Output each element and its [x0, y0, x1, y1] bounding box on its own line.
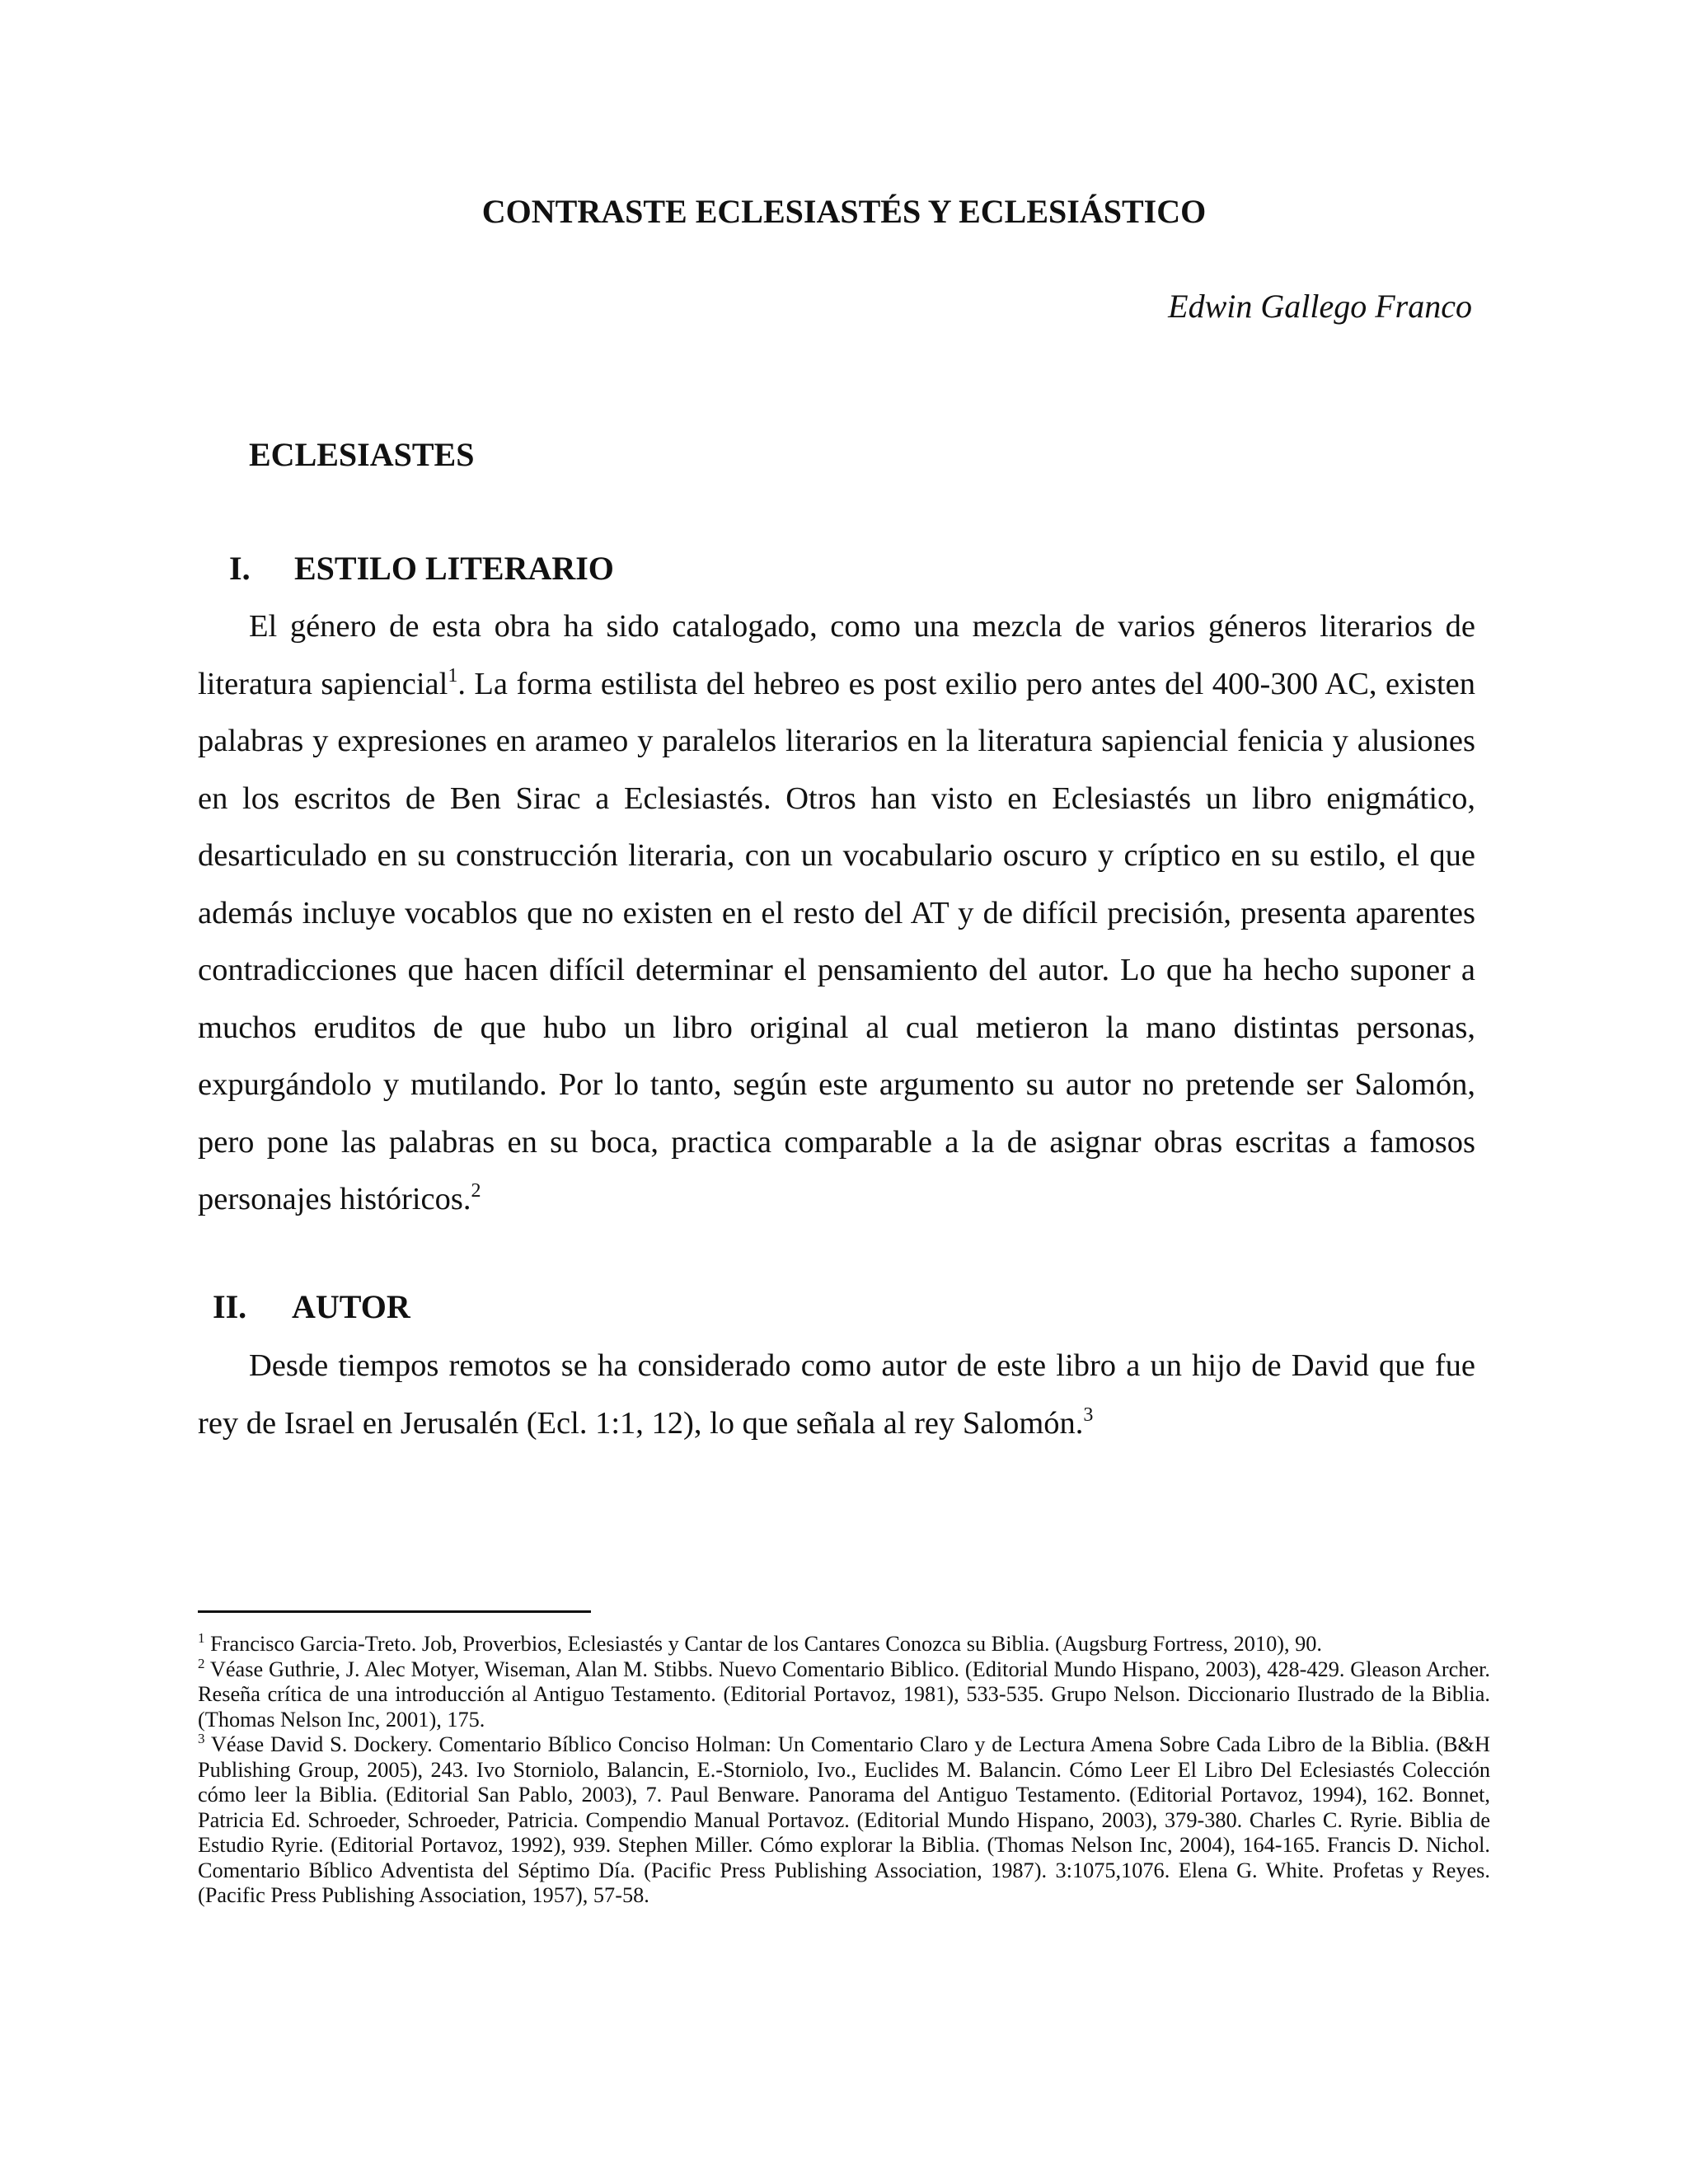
paragraph-text: El género de esta obra ha sido catalogado, como una mezcla de varios géneros literarios de literatura sapiencial — [198, 609, 1475, 701]
footnote-2 — [198, 1657, 1490, 1733]
footnote-number: 1 — [198, 1630, 205, 1646]
section-number: II. — [213, 1288, 247, 1325]
footnote-text: Francisco Garcia-Treto. Job, Proverbios, Eclesiastés y Cantar de los Cantares Conozca su Biblia. (Augsburg Fortress, 2010), 90. — [204, 1632, 1323, 1656]
footnote-3 — [198, 1732, 1490, 1909]
paragraph-autor — [198, 1338, 1475, 1452]
footnote-text: Véase David S. Dockery. Comentario Bíblico Conciso Holman: Un Comentario Claro y de Lectura Amena Sobre Cada Libro de la Biblia. (B&H Publishing Group, 2005), 243. Ivo Storniolo, Balancin, E.-Storniolo, Ivo., Euclides M. Balancin. Cómo Leer El Libro Del Eclesiastés Colección cómo leer la Biblia. (Editorial San Pablo, 2003), 7. Paul Benware. Panorama del Antiguo Testamento. (Editorial Portavoz, 1994), 162. Bonnet, Patricia Ed. Schroeder, Schroeder, Patricia. Compendio Manual Portavoz. (Editorial Mundo Hispano, 2003), 379-380. Charles C. Ryrie. Biblia de Estudio Ryrie. (Editorial Portavoz, 1992), 939. Stephen Miller. Cómo explorar la Biblia. (Thomas Nelson Inc, 2004), 164-165. Francis D. Nichol. Comentario Bíblico Adventista del Séptimo Día. (Pacific Press Publishing Association, 1987). 3:1075,1076. Elena G. White. Profetas y Reyes. (Pacific Press Publishing Association, 1957), 57-58. — [198, 1732, 1490, 1907]
footnote-ref-3[interactable]: 3 — [1083, 1404, 1094, 1426]
footnote-1 — [198, 1632, 1490, 1657]
section-number: I. — [229, 550, 251, 587]
footnote-separator — [198, 1610, 591, 1613]
author-name: Edwin Gallego Franco — [1168, 288, 1472, 325]
paragraph-estilo-literario — [198, 598, 1475, 1229]
footnote-ref-1[interactable]: 1 — [448, 664, 458, 687]
section-title: AUTOR — [292, 1288, 410, 1325]
footnotes — [198, 1632, 1490, 1909]
paragraph-text: Desde tiempos remotos se ha considerado como autor de este libro a un hijo de David que fue rey de Israel en Jerusalén (Ecl. 1:1, 12), lo que señala al rey Salomón. — [198, 1348, 1475, 1441]
footnote-text: Véase Guthrie, J. Alec Motyer, Wiseman, Alan M. Stibbs. Nuevo Comentario Biblico. (Editorial Mundo Hispano, 2003), 428-429. Gleason Archer. Reseña crítica de una introducción al Antiguo Testamento. (Editorial Portavoz, 1981), 533-535. Grupo Nelson. Diccionario Ilustrado de la Biblia. (Thomas Nelson Inc, 2001), 175. — [198, 1657, 1490, 1732]
footnote-number: 2 — [198, 1655, 205, 1671]
section-title: ESTILO LITERARIO — [294, 550, 614, 587]
footnote-number: 3 — [198, 1731, 205, 1746]
footnote-ref-2[interactable]: 2 — [471, 1180, 481, 1202]
document-title: CONTRASTE ECLESIASTÉS Y ECLESIÁSTICO — [481, 193, 1207, 230]
book-heading: ECLESIASTES — [249, 436, 475, 473]
paragraph-text: . La forma estilista del hebreo es post exilio pero antes del 400-300 AC, existen palabras y expresiones en arameo y paralelos literarios en la literatura sapiencial fenicia y alusiones en los escritos de Ben Sirac a Eclesiastés. Otros han visto en Eclesiastés un libro enigmático, desarticulado en su construcción literaria, con un vocabulario oscuro y críptico en su estilo, el que además incluye vocablos que no existen en el resto del AT y de difícil precisión, presenta aparentes contradicciones que hacen difícil determinar el pensamiento del autor. Lo que ha hecho suponer a muchos eruditos de que hubo un libro original al cual metieron la mano distintas personas, expurgándolo y mutilando. Por lo tanto, según este argumento su autor no pretende ser Salomón, pero pone las palabras en su boca, practica comparable a la de asignar obras escritas a famosos personajes históricos. — [198, 666, 1475, 1216]
